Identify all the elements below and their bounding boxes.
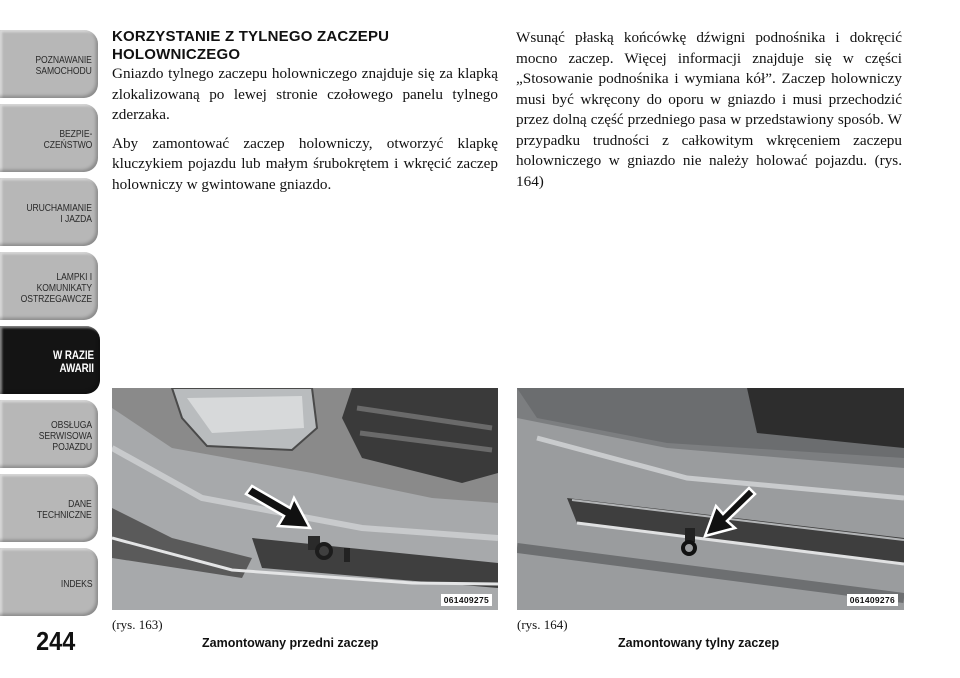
tab-obsluga-serwisowa[interactable]: OBSŁUGA SERWISOWA POJAZDU	[0, 400, 98, 468]
paragraph: Gniazdo tylnego zaczepu holowniczego znajduje się za klapką zlokalizowaną po lewej stronie czołowego panelu tylnego zderzaka.	[112, 65, 498, 123]
figure-rear-tow-hook	[517, 388, 904, 610]
tab-poznawanie-samochodu[interactable]: POZNAWANIE SAMOCHODU	[0, 30, 98, 98]
tab-uruchamianie-i-jazda[interactable]: URUCHAMIANIE I JAZDA	[0, 178, 98, 246]
figure-reference: (rys. 164)	[517, 617, 568, 632]
tab-bezpieczenstwo[interactable]: BEZPIE- CZEŃSTWO	[0, 104, 98, 172]
figure-front-tow-hook	[112, 388, 498, 610]
page-number: 244	[36, 626, 76, 656]
section-heading: KORZYSTANIE Z TYLNEGO ZACZEPU HOLOWNICZEGO	[112, 28, 390, 63]
right-column	[516, 28, 902, 200]
paragraph: Aby zamontować zaczep holowniczy, otworzyć klapkę kluczykiem pojazdu lub małym śrubokrętem i wkręcić zaczep holowniczy w gwintowane gniazdo.	[112, 134, 498, 193]
figure-code: 061409275	[441, 594, 492, 606]
figure-code: 061409276	[847, 594, 898, 606]
rear-bumper-illustration	[517, 388, 904, 610]
figure-caption: Zamontowany tylny zaczep	[618, 636, 780, 650]
tab-w-razie-awarii[interactable]: W RAZIE AWARII	[0, 326, 100, 394]
left-column	[112, 28, 498, 203]
tab-indeks[interactable]: INDEKS	[0, 548, 98, 616]
figure-reference: (rys. 163)	[112, 617, 163, 632]
tab-lampki-i-komunikaty[interactable]: LAMPKI I KOMUNIKATY OSTRZEGAWCZE	[0, 252, 98, 320]
tab-dane-techniczne[interactable]: DANE TECHNICZNE	[0, 474, 98, 542]
paragraph: Wsunąć płaską końcówkę dźwigni podnośnika i dokręcić mocno zaczep. Więcej informacji znajduje się w części „Stosowanie podnośnika i wymiana kół”. Zaczep holowniczy musi być wkręcony do oporu w gniazdo i musi przechodzić przez dolną część przedniego pasa w przedstawiony sposób. W przypadku trudności z całkowitym wkręceniem zaczepu holowniczego w gniazdo nie należy holować pojazdu. (rys. 164)	[516, 29, 902, 190]
figure-caption: Zamontowany przedni zaczep	[202, 636, 379, 650]
front-bumper-illustration	[112, 388, 498, 610]
